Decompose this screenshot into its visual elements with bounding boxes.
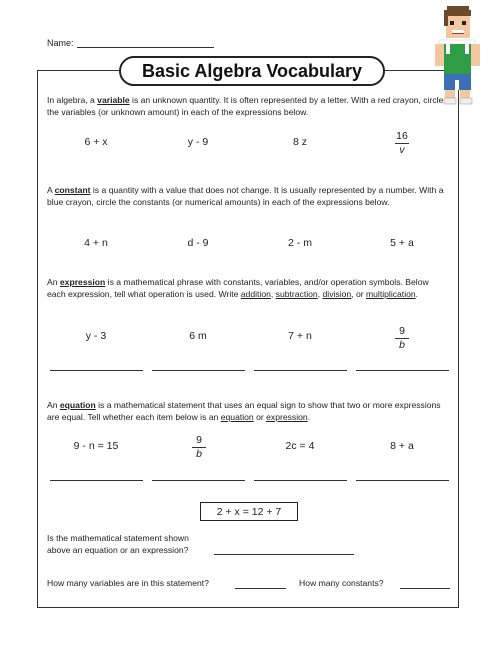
- equation-item-fraction: [184, 434, 214, 461]
- title-text: Basic Algebra Vocabulary: [141, 60, 363, 81]
- constant-item-3: 2 - m: [288, 237, 312, 249]
- equation-item-4: 8 + a: [390, 440, 414, 452]
- variable-item-2: y - 9: [187, 136, 209, 148]
- fraction-denominator: b: [399, 339, 405, 351]
- op-subtraction: subtraction: [275, 288, 318, 299]
- expression-answer-line-2[interactable]: [152, 370, 245, 371]
- constant-item-1: 4 + n: [84, 237, 108, 249]
- fraction-numerator: 9: [399, 325, 405, 337]
- equation-answer-line-3[interactable]: [254, 480, 347, 481]
- question-1-answer-line[interactable]: [214, 554, 354, 555]
- fraction-numerator: 9: [196, 434, 202, 446]
- expression-item-fraction: [387, 325, 417, 352]
- op-addition: addition: [240, 288, 271, 299]
- equation-answer-line-1[interactable]: [50, 480, 143, 481]
- expression-item-1: y - 3: [85, 330, 107, 342]
- term-variable: variable: [97, 95, 130, 105]
- fraction-numerator: 16: [396, 130, 408, 142]
- equation-answer-line-2[interactable]: [152, 480, 245, 481]
- question-3-answer-line[interactable]: [400, 588, 450, 589]
- name-blank[interactable]: [77, 39, 214, 48]
- fraction-denominator: b: [196, 448, 202, 460]
- question-1: [47, 533, 189, 556]
- fraction-denominator: v: [399, 144, 405, 156]
- page-title: [119, 56, 385, 86]
- expression-answer-line-1[interactable]: [50, 370, 143, 371]
- equation-item-3: 2c = 4: [285, 440, 315, 452]
- variable-item-1: 6 + x: [84, 136, 108, 148]
- term-constant: constant: [54, 185, 91, 195]
- name-label: Name:: [47, 38, 74, 48]
- expression-item-3: 7 + n: [288, 330, 312, 342]
- statement-box: [200, 502, 298, 521]
- question-1-line-1: Is the mathematical statement shown: [47, 533, 189, 543]
- expression-answer-line-4[interactable]: [356, 370, 449, 371]
- constant-item-4: 5 + a: [390, 237, 414, 249]
- expression-definition: An expression is a mathematical phrase with constants, variables, and/or operation symbols. Below each expression, tell what operation is used. Write addition, subtraction, division, or multiplication.: [47, 277, 429, 299]
- option-equation: equation: [220, 411, 254, 422]
- equation-answer-line-4[interactable]: [356, 480, 449, 481]
- question-2: How many variables are in this statement?: [47, 578, 209, 588]
- variable-item-3: 8 z: [292, 136, 307, 148]
- op-multiplication: multiplication: [365, 288, 416, 299]
- term-expression: expression: [59, 277, 106, 287]
- constant-definition: A constant is a quantity with a value that does not change. It is usually represented by a number. With a blue crayon, circle the constants (or numerical amounts) in each of the expressions below.: [47, 185, 444, 207]
- variable-definition: In algebra, a variable is an unknown quantity. It is often represented by a letter. With a red crayon, circle the variables (or unknown amount) in each of the expressions below.: [47, 95, 444, 117]
- constant-item-2: d - 9: [187, 237, 209, 249]
- equation-definition: An equation is a mathematical statement that uses an equal sign to show that two or more expressions are equal. Tell whether each item below is an equation or expression.: [47, 400, 441, 422]
- question-1-line-2: above an equation or an expression?: [47, 544, 189, 555]
- expression-answer-line-3[interactable]: [254, 370, 347, 371]
- statement-text: 2 + x = 12 + 7: [216, 505, 282, 518]
- equation-item-1: 9 - n = 15: [73, 440, 119, 452]
- op-division: division: [322, 288, 352, 299]
- option-expression: expression: [266, 411, 308, 422]
- expression-item-2: 6 m: [189, 330, 207, 342]
- name-field[interactable]: [47, 38, 214, 48]
- variable-item-fraction: [387, 130, 417, 157]
- question-2-answer-line[interactable]: [235, 588, 286, 589]
- question-3: How many constants?: [299, 578, 384, 588]
- term-equation: equation: [59, 400, 96, 410]
